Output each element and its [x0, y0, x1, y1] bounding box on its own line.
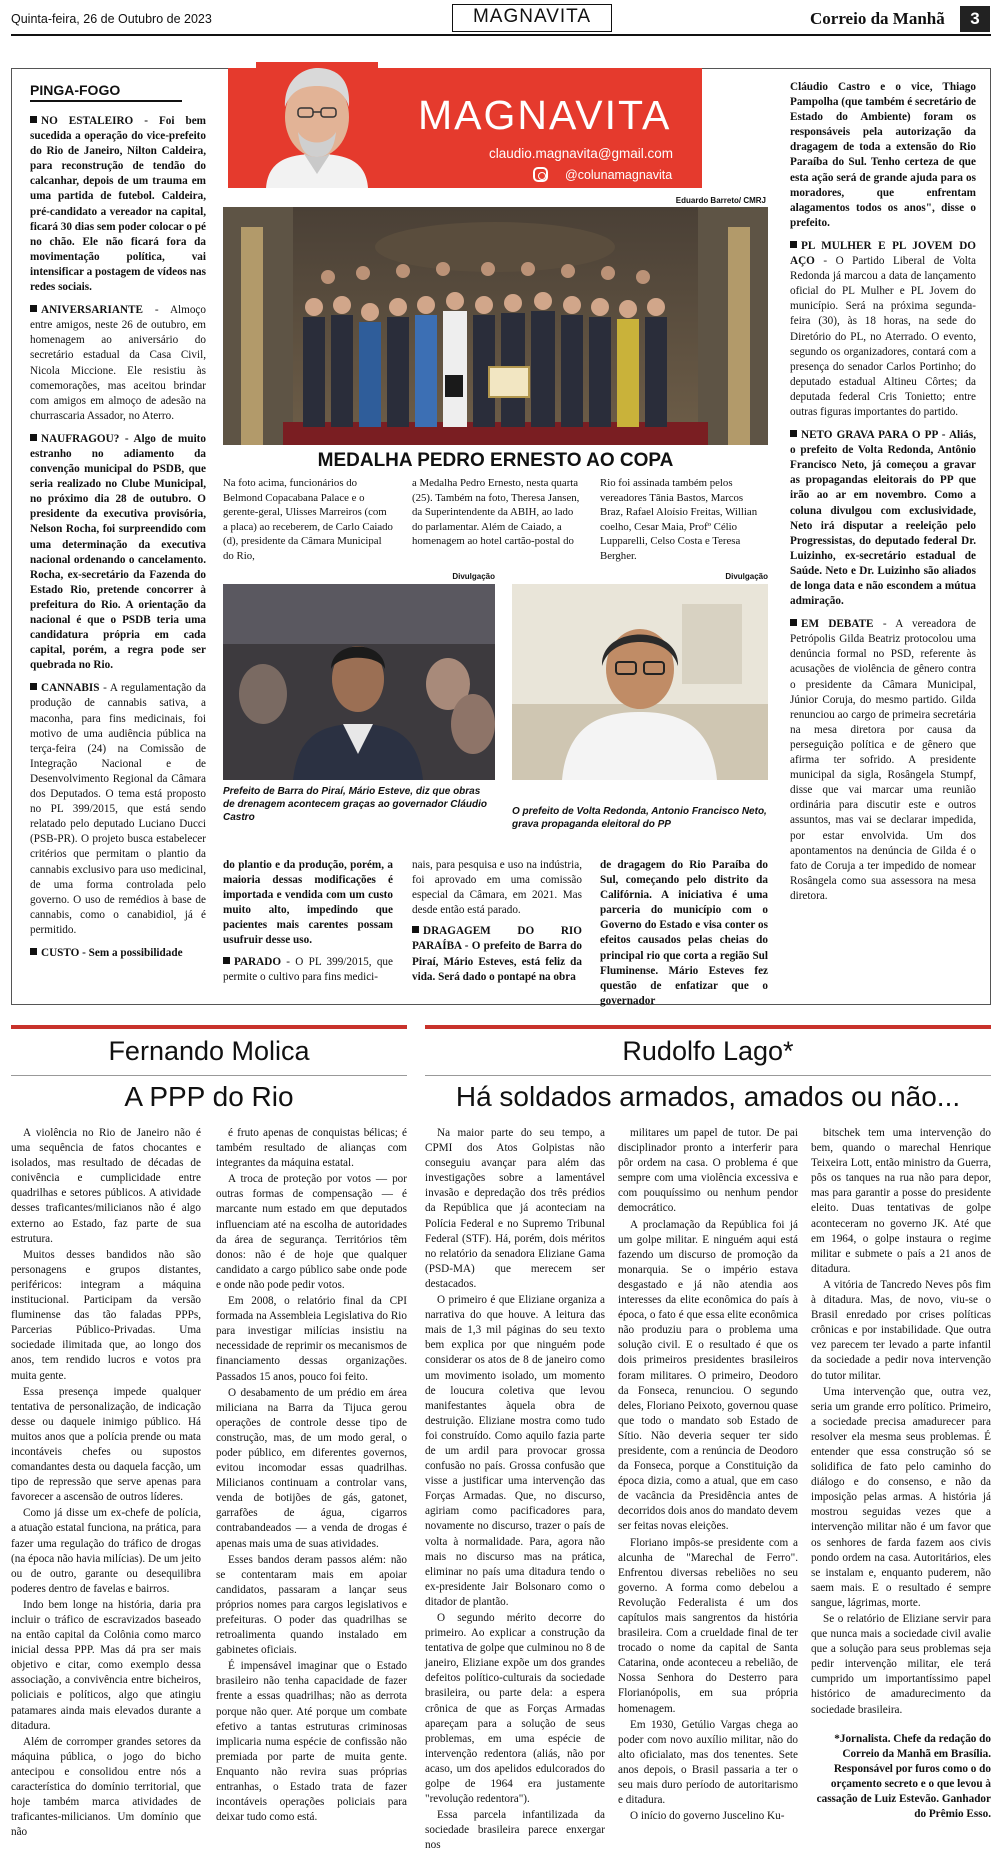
note-lead: CANNABIS [41, 682, 100, 695]
article-paragraph: O segundo mérito decorre do primeiro. Ao explicar a construção da tentativa de golpe que culminou no 8 de janeiro, Eliziane expõe um dos grandes defeitos político-culturais da sociedade brasileira, ou parte dela: a espera crônica de que as Forças Armadas apareçam para a solução de seus problemas, em uma espécie de intervenção redentora (aliás, não por acaso, um dos apelidos edulcorados do golpe de 1964 era justamente "revolução redentora"). [425, 1612, 605, 1806]
molica-column-2 [216, 1126, 407, 1824]
note-lead: NAUFRAGOU? [41, 432, 120, 445]
molica-top-rule [11, 1025, 407, 1029]
right-col-intro: Cláudio Castro e o vice, Thiago Pampolha (que também é secretário de Estado do Ambiente) foram os responsáveis pela autorização da dragagem de toda a extensão do Rio Paraíba do Sul. Tenho certeza de que esta ação será de grande ajuda para os moradores, que enfrentam alagamentos todos os anos", disse o prefeito. [790, 81, 976, 229]
article-paragraph: bitschek tem uma intervenção do bem, quando o marechal Henrique Teixeira Lott, então ministro da Guerra, pôs os tanques na rua não para depor, mas para garantir a posse do presidente eleito. Duas tentativas de golpe aconteceram no governo JK. Até que em 1964, o golpe instaura o regime militar e submete o país a 21 anos de ditadura. [811, 1127, 991, 1275]
molica-title: A PPP do Rio [124, 1081, 294, 1112]
article-paragraph: A proclamação da República foi já um golpe militar. E ninguém aqui está fazendo um discurso de promoção da monarquia. Se o império estava desgastado e já não atendia aos interesses da elite econômica do país à época, o fato é que essa elite econômica não produziu para o problema uma solução civil. E o resultado é que os dois primeiros presidentes brasileiros foram militares. O primeiro, Deodoro da Fonseca, renunciou. O segundo deles, Floriano Peixoto, governou quase que todo o mandato sob Estado de Sítio. Não deveria sequer ter sido presidente, com a renúncia de Deodoro da Fonseca, porque a Constituição da época dizia, como a atual, que em caso de vacância da Presidência antes de decorridos dois anos do mandato devem ser feitas novas eleições. [618, 1218, 798, 1533]
article-paragraph: A violência no Rio de Janeiro não é uma sequência de fatos chocantes e isolados, mas resultado de décadas de conivência e cumplicidade entre quadrilhas e setores públicos. A atividade desses traficantes/milicianos não é algo externo ao Estado, faz parte de sua estrutura. [11, 1127, 201, 1245]
note-text: - Almoço entre amigos, neste 26 de outubro, em homenagem ao aniversário do secretário estadual da Casa Civil, Nicola Miccione. Ele resistiu às comemorações, mas aceitou brindar com amigos em almoço de adesão na churrascaria Assador, no Aterro. [30, 304, 206, 422]
photo-caption-col2: a Medalha Pedro Ernesto, nesta quarta (25). Também na foto, Theresa Jansen, da Superintendente da ABIH, ao lado do parlamentar. Além de Caiado, a homenagem ao hotel cartão-postal do [412, 477, 580, 547]
main-photo [223, 207, 768, 445]
header-rule [11, 34, 991, 36]
note-text: - Foi bem sucedida a operação do vice-prefeito do Rio de Janeiro, Nilton Caldeira, para reconstrução de tendão do calcanhar, depois de um trauma em uma partida de futebol. Caldeira, pré-candidato a vereador na capital, ficará 30 dias sem poder colocar o pé no chão. Ele não ficará fora da movimentação política, vai intensificar a postagem de vídeos nas redes sociais. [30, 115, 207, 294]
article-paragraph: A vitória de Tancredo Neves pôs fim à ditadura. Mas, de novo, viu-se o Brasil enredado por crises políticas crônicas e por instabilidade. Que outra vez parecem ter levado a parte infantil da sociedade a pedir nova intervenção do tutor militar. [811, 1278, 991, 1382]
lago-column-1 [425, 1126, 605, 1852]
main-photo-credit: Eduardo Barreto/ CMRJ [675, 196, 766, 205]
note-text: - O Partido Liberal de Volta Redonda já marcou a data de lançamento oficial do PL Mulher e PL Jovem do município. Será na próxima segunda-feira (30), às 18 horas, na sede do Diretório do PL, no Aterrado. O evento, segundo os organizadores, contará com a presença do senador Carlos Portinho; do deputado estadual Altineu Côrtes; da deputada federal Cris Tonietto; entre outras figuras importantes do partido. [790, 255, 976, 418]
bullet-square [223, 957, 230, 964]
bullet-square [30, 434, 37, 441]
article-paragraph: Na maior parte do seu tempo, a CPMI dos Atos Golpistas não conseguiu avançar para além das investigações sobre a lamentável invasão e depredação dos três prédios da República que já aconteciam na Polícia Federal e no Supremo Tribunal Federal (STF). Há, porém, dois méritos no relatório da senadora Eliziane Gama (PSD-MA) que merecem ser destacados. [425, 1127, 605, 1290]
note-text: - Aliás, o prefeito de Volta Redonda, Antônio Francisco Neto, já começou a gravar as propagandas eleitorais do PP que irão ao ar em novembro. Como a coluna divulgou com exclusividade, Neto irá disputar a reeleição pelo Progressistas, do deputado federal Dr. Luizinho, ex-secretário estadual de Saúde. Neto e Dr. Luizinho são aliados de longa data e não escondem a mútua admiração. [790, 429, 977, 608]
article-paragraph: Em 2008, o relatório final da CPI formada na Assembleia Legislativa do Rio para investigar milícias insistiu na necessidade de reprimir os mecanismos de financiamento dessas organizações. Passados 15 anos, pouco foi feito. [216, 1295, 407, 1383]
note-item [30, 681, 206, 938]
note-lead: PL MULHER E PL JOVEM DO AÇO [790, 239, 976, 268]
lago-title: Há soldados armados, amados ou não... [455, 1081, 961, 1112]
note-text: - Algo de muito estranho no adiamento da convenção municipal do PSDB, que seria realizado no Clube Municipal, no próximo dia 28 de outubro. O presidente da executiva provisória, Nelson Rocha, foi surpreendido com uma determinação da executiva nacional ordenando o cancelamento. Rocha, ex-secretário da Fazenda do Estado Rio, pretende concorrer à prefeitura do Rio. A orientação da nacional é que o PSDB teria uma candidatura própria em cada capital, porém, a regra pode ser quebrada no Rio. [30, 432, 206, 672]
bullet-square [30, 116, 37, 123]
photo-caption-col1: Na foto acima, funcionários do Belmond Copacabana Palace e o gerente-geral, Ulisses Marreiros (com a placa) ao receberem, de Carlo Caiado (d), presidente da Câmara Municipal do Rio, [223, 477, 393, 562]
bullet-square [412, 926, 419, 933]
photo-volta-redonda [512, 584, 768, 780]
note-text: - A vereadora de Petrópolis Gilda Beatriz protocolou uma denúncia formal no PSD, referente às acusações de violência de gênero contra o presidente da Câmara Municipal, Júnior Coruja, do mesmo partido. Gilda renunciou ao cargo de primeira secretária na mesa diretora por causa da perseguição política e de gênero que afirma ter sofrido. A presidente municipal da sigla, Rosângela Stumpf, disse que vai marcar uma reunião ordinária para discutir este e outros assuntos, mas vai se declarar impedida, por estar envolvida. Um dos apontamentos na denúncia de Gilda é o fato de Coruja a ter impedido de nomear Rosângela como sua assessora na mesa diretora. [790, 618, 976, 902]
mid-column-3 [600, 858, 768, 1010]
photo3-caption: O prefeito de Volta Redonda, Antonio Francisco Neto, grava propaganda eleitoral do PP [512, 806, 767, 830]
note-item [30, 114, 206, 295]
note-item [790, 428, 976, 609]
note-lead: NETO GRAVA PARA O PP [801, 429, 938, 442]
page-date: Quinta-feira, 26 de Outubro de 2023 [11, 12, 212, 26]
paper-name: Correio da Manhã [810, 9, 945, 28]
article-paragraph: A troca de proteção por votos — por outras formas de compensação — é marcante num estado em que deputados influenciam até na escolha de autoridades da área de segurança. Territórios têm donos: não é de hoje que qualquer candidato a cargo público sabe onde pode e onde não pode pedir votos. [216, 1173, 407, 1291]
note-lead: NO ESTALEIRO [41, 115, 134, 127]
bullet-square [30, 683, 37, 690]
article-paragraph: Em 1930, Getúlio Vargas chega ao poder com novo auxílio militar, não do alto oficialato, mas dos tenentes. Sete anos depois, o Brasil passaria a ter o seu mais duro período de autoritarismo e ditadura. [618, 1718, 798, 1807]
note-lead: CUSTO [41, 946, 80, 959]
photo-caption-col3: Rio foi assinada também pelos vereadores Tânia Bastos, Marcos Braz, Rafael Aloísio Freitas, Willian coelho, Cesar Maia, Profº Célio Lupparelli, Celso Costa e Teresa Bergher. [600, 477, 758, 562]
article-paragraph: Muitos desses bandidos não são personagens e grupos distantes, periféricos: integram a máquina institucional. Participam da versão fluminense das tão faladas PPPs, Parcerias Público-Privadas. Uma sociedade ilimitada que, ao longo dos anos, tem rendido lucros e votos pra muita gente. [11, 1248, 201, 1382]
article-paragraph: Como já disse um ex-chefe de polícia, a atuação estatal funciona, na prática, para fazer uma regulação do tráfico de drogas (na época não havia milícias). De um jeito ou de outro, garante ou desequilibra poderes dentro de favelas e bairros. [11, 1507, 201, 1595]
note-item [790, 617, 976, 904]
note-text: - A regulamentação da produção de cannabis sativa, a maconha, para fins medicinais, foi motivo de uma audiência pública na terça-feira (24) na Comissão de Integração Nacional e de Desenvolvimento Regional da Câmara dos Deputados. O tema está proposto no PL 399/2015, que está sendo relatado pelo deputado Luciano Ducci (PSB-PR). O projeto busca estabelecer critérios que permitam o plantio da cannabis exclusivo para uso medicinal, de uma forma controlada pelo governo. O uso de remédios à base de cannabis, como o canabidiol, já é permitido. [30, 682, 206, 936]
photo2-caption: Prefeito de Barra do Piraí, Mário Esteve, diz que obras de drenagem acontecem graças ao governador Cláudio Castro [223, 786, 487, 823]
article-paragraph: Indo bem longe na história, daria pra incluir o tráfico de escravizados baseado na então capital da Colônia como marco inicial dessa PPP. Mas dá pra ser mais objetivo e citar, como exemplo dessa associação, a convivência entre bicheiros, policiais e políticos, algo que atingiu patamares ainda mais elevados durante a ditadura. [11, 1598, 201, 1732]
bullet-square [790, 241, 797, 248]
bullet-square [30, 948, 37, 955]
pinga-fogo-rule [30, 100, 182, 102]
molica-author-rule [11, 1075, 407, 1076]
article-paragraph: Esses bandos deram passos além: não se contentaram mais em apoiar candidatos, passaram a lançar seus próprios nomes para cargos legislativos e prefeituras. O poder das quadrilhas se retroalimenta quando instalado em gabinetes oficiais. [216, 1553, 407, 1657]
molica-column-1 [11, 1126, 201, 1839]
lago-top-rule [425, 1025, 991, 1029]
page-number: 3 [960, 6, 990, 32]
article-paragraph: O início do governo Juscelino Ku- [630, 1810, 785, 1823]
section-label: MAGNAVITA [472, 6, 592, 27]
note-text: - Sem a possibilidade [79, 946, 183, 959]
mid-column-1 [223, 858, 393, 986]
columnist-photo [256, 62, 378, 188]
article-paragraph: Essa parcela infantilizada da sociedade brasileira parece enxergar nos [425, 1809, 605, 1852]
article-paragraph: É impensável imaginar que o Estado brasileiro não tenha capacidade de fazer frente a essas quadrilhas; não as derrota porque não quer. Até porque um combate efetivo a tantas estruturas criminosas implicaria numa espécie de confissão não premiada por parte de muita gente. Enquanto não revira suas próprias entranhas, o Estado trata de fazer incontáveis operações policiais para deixar tudo como está. [216, 1660, 407, 1824]
pinga-fogo-column [30, 106, 206, 986]
mid-col1-item: PARADO - O PL 399/2015, que permite o cultivo para fins medici- [223, 955, 393, 983]
molica-author: Fernando Molica [108, 1036, 310, 1066]
note-item [30, 432, 206, 674]
bullet-square [790, 430, 797, 437]
note-lead: EM DEBATE [801, 618, 874, 631]
bullet-square [30, 305, 37, 312]
banner-title: MAGNAVITA [418, 92, 672, 138]
lago-author-rule [425, 1075, 991, 1076]
note-item [30, 303, 206, 424]
note-item [30, 946, 206, 961]
right-column [790, 80, 976, 1000]
photo3-credit: Divulgação [725, 572, 768, 581]
note-item [790, 239, 976, 420]
article-paragraph: é fruto apenas de conquistas bélicas; é também resultado de alianças com integrantes da máquina estatal. [216, 1127, 407, 1170]
note-lead: ANIVERSARIANTE [41, 304, 143, 317]
lago-column-2 [618, 1126, 798, 1823]
article-paragraph: militares um papel de tutor. De pai disciplinador pronto a interferir para pôr ordem na casa. O problema é que sempre com uma violência excessiva e com pouquíssimo ou nenhum pendor democrático. [618, 1127, 798, 1215]
banner-email: claudio.magnavita@gmail.com [489, 146, 674, 161]
article-paragraph: Uma intervenção que, outra vez, seria um grande erro político. Primeiro, a sociedade precisa amadurecer para resolver ela mesma seus problemas. É entender que essa construção só se solidifica de fato pelo caminho do diálogo e do consenso, e não da imposição pelas armas. A história já mostrou seguidas vezes que a intervenção militar não é um favor que os senhores de farda fazem aos civis pondo ordem na casa. Autoritários, eles se instalam e, enquanto puderem, não saem mais. E o resultado é sempre sangue, lágrimas, morte. [811, 1385, 991, 1609]
article-paragraph: O primeiro é que Eliziane organiza a narrativa do que houve. A leitura das mais de 1,3 mil páginas do seu texto bem explica por que ninguém pode considerar os atos de 8 de janeiro como um movimento isolado, um momento de loucura coletiva que levou manifestantes àquela obra de destruição. Eliziane mostra como tudo foi construído. Como aquilo fazia parte de um ardil para provocar grossa confusão no país. Grossa confusão que visse a justificar uma intervenção das Forças Armadas. Que, no discurso, agiriam como pacificadores para, novamente no discurso, trazer o país de volta à normalidade. Para, agora não mais no discurso mas na prática, eliminar no país uma ditadura tendo o ex-presidente Jair Bolsonaro como o ditador de plantão. [425, 1294, 605, 1608]
article-paragraph: Se o relatório de Eliziane servir para que nunca mais a sociedade civil avalie que a solução para seus problemas seja pedir intervenção militar, ele terá cumprido um importantíssimo papel histórico de amadurecimento da sociedade brasileira. [811, 1613, 991, 1716]
lago-column-3 [811, 1126, 991, 1821]
lago-author: Rudolfo Lago* [622, 1036, 794, 1066]
article-paragraph: O desabamento de um prédio em área miliciana na Barra da Tijuca gerou operações de controle desse tipo de construção, mas, de um modo geral, o poder público, em diferentes governos, evitou incomodar essas quadrilhas. Milicianos continuam a controlar vans, venda de botijões de gás, gatonet, garrafões de água, cigarros contrabandeados — a venda de drogas é apenas mais uma de suas atividades. [216, 1386, 407, 1550]
mid-column-2 [412, 858, 582, 986]
mid-col1-text: do plantio e da produção, porém, a maioria dessas modificações é importada e vendida com um custo muito alto, impedindo que pacientes mais carentes possam usufruir desse uso. [223, 859, 393, 947]
article-paragraph: Essa presença impede qualquer tentativa de personalização, de indicação desse ou daquele inimigo público. Há muitos anos que a polícia prende ou mata incontáveis chefes ou supostos comandantes desta ou daquela facção, um tipo de repressão que serve apenas para favorecer a ascensão de outros líderes. [11, 1385, 201, 1504]
article-paragraph: Além de corromper grandes setores da máquina pública, o jogo do bicho antecipou e consolidou entre nós a característica do domínio territorial, que hoje também marca atividades de traficantes-milicianos. Um domínio que não [11, 1735, 201, 1839]
pinga-fogo-title: PINGA-FOGO [30, 82, 121, 98]
mid-col2-text: nais, para pesquisa e uso na indústria, foi aprovado em uma comissão especial da Câmara, em 2021. Mas desde então está parado. [412, 859, 582, 917]
bullet-square [790, 619, 797, 626]
photo-barra-do-pirai [223, 584, 495, 780]
photo-headline: MEDALHA PEDRO ERNESTO AO COPA [317, 450, 674, 471]
mid-col2-item: DRAGAGEM DO RIO PARAÍBA - O prefeito de Barra do Piraí, Mário Esteves, está feliz da vida. Será dado o pontapé na obra [412, 925, 582, 983]
lago-footnote: *Jornalista. Chefe da redação do Correio da Manhã em Brasília. Responsável por furos como o do orçamento secreto e o que levou à cassação de Luiz Estevão. Ganhador do Prêmio Esso. [816, 1732, 991, 1821]
instagram-icon [533, 167, 548, 182]
banner-instagram: @colunamagnavita [565, 168, 673, 182]
mid-col3-text: de dragagem do Rio Paraíba do Sul, começando pelo distrito da Califórnia. A iniciativa é uma parceria do município com o Governo do Estado e visa conter os efeitos causados pelas cheias do principal rio que corta a região Sul Fluminense. Mário Esteves fez questão de enfatizar que o governador [600, 859, 768, 1007]
photo2-credit: Divulgação [452, 572, 495, 581]
article-paragraph: Floriano impôs-se presidente com a alcunha de "Marechal de Ferro". Enfrentou diversas rebeliões no seu governo. A forma como debelou a Revolução Federalista é um dos capítulos mais sangrentos da história brasileira. Com a crueldade final de ter trocado o nome da capital de Santa Catarina, onde aconteceu a rebelião, de Nossa Senhora do Desterro para Florianópolis, em sua própria homenagem. [618, 1536, 798, 1715]
